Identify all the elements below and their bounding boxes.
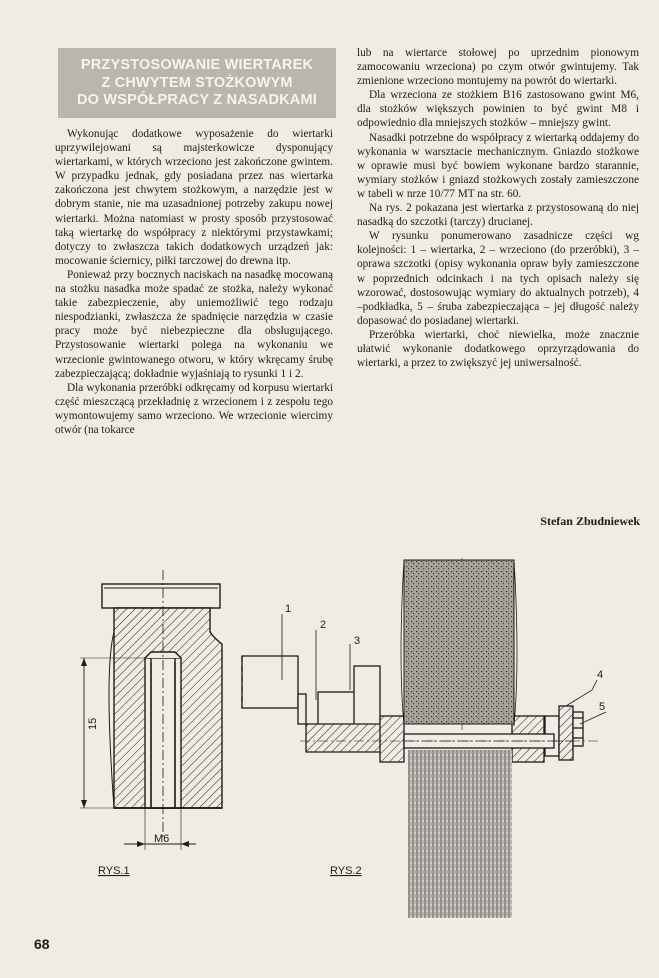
left-column — [55, 127, 333, 437]
author-signature: Stefan Zbudniewek — [540, 514, 640, 528]
figure-1-caption: RYS.1 — [98, 865, 130, 877]
part-label-2: 2 — [320, 619, 327, 631]
part-label-4: 4 — [597, 669, 604, 681]
paragraph: Ponieważ przy bocznych naciskach na nasadkę mocowaną na stożku nasadka może spadać ze stożka, należy wykonać takie zabezpieczenie, aby uniemożliwić tego rodzaju niespodzianki, zwłaszcza że spadnięcie narzędzia w czasie pracy może być niebezpieczne dla obsługującego. Przystosowanie wiertarki polega na wykonaniu we wrzecionie gwintowanego otworu, w który wkręcamy śrubę zabezpieczającą; dokładnie wyjaśniają to rysunki 1 i 2. — [55, 268, 333, 380]
title-line: PRZYSTOSOWANIE WIERTAREK — [80, 57, 314, 73]
figure-1-spindle-section — [80, 570, 222, 850]
paragraph: Na rys. 2 pokazana jest wiertarka z przystosowaną do niej nasadką do szczotki (tarczy) drucianej. — [357, 202, 639, 229]
paragraph: Dla wrzeciona ze stożkiem B16 zastosowano gwint M6, dla stożków większych powinien to być gwint M8 i odpowiednio dla mniejszych stożków – mniejszy gwint. — [357, 89, 639, 130]
brush-disc-top — [404, 560, 514, 724]
title-line: DO WSPÓŁPRACY Z NASADKAMI — [77, 92, 317, 108]
paragraph: Nasadki potrzebne do współpracy z wiertarką oddajemy do wykonania w warsztacie mechanicznym. Gniazdo stożkowe w oprawie musi być bowiem wykonane bardzo starannie, wymiary stożków i gniazd stożkowych zostały zamieszczone w tabeli w nrze 10/77 MT na str. 60. — [357, 131, 639, 200]
brush-bristles — [408, 750, 512, 918]
article-title — [58, 48, 336, 118]
dim-length-label: 15 — [87, 717, 99, 730]
part-label-3: 3 — [354, 635, 361, 647]
paragraph: W rysunku ponumerowano zasadnicze części wg kolejności: 1 – wiertarka, 2 – wrzeciono (do przeróbki), 3 – oprawa szczotki (opisy wykonania opraw były zamieszczone w poprzednich odcinkach i na tych opisach należy się wzorować, dostosowując wymiary do aktualnych potrzeb), 4 –podkładka, 5 – śruba zabezpieczająca – jej długość należy dopasować do posiadanej wiertarki. — [357, 230, 639, 327]
right-column — [357, 46, 639, 370]
technical-drawings — [0, 540, 659, 920]
part-label-5: 5 — [599, 701, 606, 713]
part-label-1: 1 — [285, 603, 292, 615]
dim-thread-label: M6 — [154, 833, 170, 845]
paragraph: Wykonując dodatkowe wyposażenie do wiertarki uprzywilejowani są majsterkowicze dysponujący wiertarkami, w których wrzeciono jest zakończone gwintem. W przypadku jednak, gdy posiadana przez nas wiertarka zakończona jest chwytem stożkowym, a narzędzie jest w dobrym stanie, nie ma uzasadnionej potrzeby zakupu nowej wiertarki. Można natomiast w prosty sposób przystosować taką wiertarkę do współpracy z niektórymi przystawkami; dotyczy to zwłaszcza takich dodatkowych urządzeń jak: mocowanie ściernicy, piłki tarczowej do drewna itp. — [55, 128, 333, 267]
page-number: 68 — [34, 936, 50, 952]
paragraph: lub na wiertarce stołowej po uprzednim pionowym zamocowaniu wrzeciona) po czym otwór gwintujemy. Tak zmienione wrzeciono montujemy na powrót do wiertarki. — [357, 47, 639, 88]
paragraph: Przeróbka wiertarki, choć niewielka, może znacznie ułatwić wykonanie dodatkowego oprzyrządowania do wiertarki, a przez to zwiększyć jej uniwersalność. — [357, 328, 639, 370]
title-line: Z CHWYTEM STOŻKOWYM — [101, 74, 293, 91]
paragraph: Dla wykonania przeróbki odkręcamy od korpusu wiertarki część mieszczącą przekładnię z wrzecionem i z zespołu tego wymontowujemy samo wrzeciono. We wrzecionie wiercimy otwór (na tokarce — [55, 381, 333, 436]
figure-2-caption: RYS.2 — [330, 865, 362, 877]
